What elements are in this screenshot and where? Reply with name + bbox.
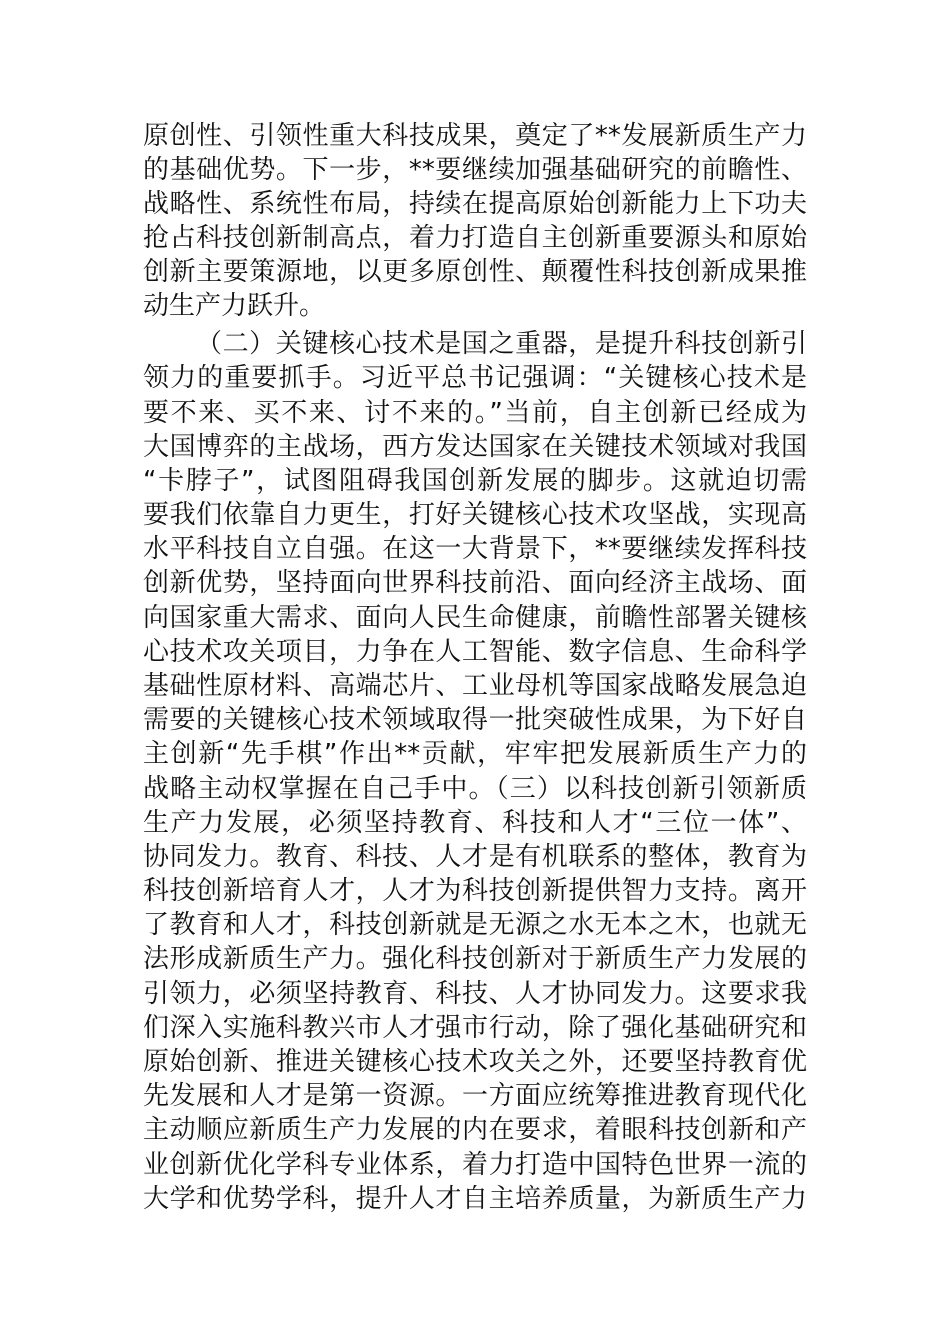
text-line: 基础性原材料、高端芯片、工业母机等国家战略发展急迫 bbox=[143, 671, 807, 701]
text-line: 战略性、系统性布局，持续在提高原始创新能力上下功夫 bbox=[143, 189, 807, 219]
text-line: 先发展和人才是第一资源。一方面应统筹推进教育现代化 bbox=[143, 1081, 807, 1111]
text-line: 法形成新质生产力。强化科技创新对于新质生产力发展的 bbox=[143, 944, 807, 974]
text-line: 生产力发展，必须坚持教育、科技和人才“三位一体”、 bbox=[143, 808, 807, 838]
text-line: 抢占科技创新制高点，着力打造自主创新重要源头和原始 bbox=[143, 223, 807, 253]
text-line: 动生产力跃升。 bbox=[143, 291, 326, 321]
text-line: 领力的重要抓手。习近平总书记强调：“关键核心技术是 bbox=[143, 363, 807, 393]
text-line: 们深入实施科教兴市人才强市行动，除了强化基础研究和 bbox=[143, 1013, 807, 1043]
text-line: （二）关键核心技术是国之重器，是提升科技创新引 bbox=[196, 329, 807, 359]
text-line: 大国博弈的主战场，西方发达国家在关键技术领域对我国 bbox=[143, 432, 807, 462]
text-line: 需要的关键核心技术领域取得一批突破性成果，为下好自 bbox=[143, 705, 807, 735]
text-line: 的基础优势。下一步，**要继续加强基础研究的前瞻性、 bbox=[143, 155, 807, 185]
text-line: 协同发力。教育、科技、人才是有机联系的整体，教育为 bbox=[143, 842, 807, 872]
text-line: 引领力，必须坚持教育、科技、人才协同发力。这要求我 bbox=[143, 979, 807, 1009]
text-line: 心技术攻关项目，力争在人工智能、数字信息、生命科学 bbox=[143, 637, 807, 667]
text-line: 创新优势，坚持面向世界科技前沿、面向经济主战场、面 bbox=[143, 568, 807, 598]
text-line: 主动顺应新质生产力发展的内在要求，着眼科技创新和产 bbox=[143, 1115, 807, 1145]
text-line: 业创新优化学科专业体系，着力打造中国特色世界一流的 bbox=[143, 1150, 807, 1180]
text-line: 原始创新、推进关键核心技术攻关之外，还要坚持教育优 bbox=[143, 1047, 807, 1077]
text-line: 水平科技自立自强。在这一大背景下，**要继续发挥科技 bbox=[143, 534, 807, 564]
text-line: 向国家重大需求、面向人民生命健康，前瞻性部署关键核 bbox=[143, 603, 807, 633]
text-line: 科技创新培育人才，人才为科技创新提供智力支持。离开 bbox=[143, 876, 807, 906]
text-line: 创新主要策源地，以更多原创性、颠覆性科技创新成果推 bbox=[143, 257, 807, 287]
text-line: 了教育和人才，科技创新就是无源之水无本之木，也就无 bbox=[143, 910, 807, 940]
text-line: 战略主动权掌握在自己手中。（三）以科技创新引领新质 bbox=[143, 774, 807, 804]
text-line: 主创新“先手棋”作出**贡献，牢牢把发展新质生产力的 bbox=[143, 739, 807, 769]
text-line: 原创性、引领性重大科技成果，奠定了**发展新质生产力 bbox=[143, 121, 807, 151]
text-line: 大学和优势学科，提升人才自主培养质量，为新质生产力 bbox=[143, 1184, 807, 1214]
text-line: “卡脖子”，试图阻碍我国创新发展的脚步。这就迫切需 bbox=[143, 466, 807, 496]
text-line: 要我们依靠自力更生，打好关键核心技术攻坚战，实现高 bbox=[143, 500, 807, 530]
text-line: 要不来、买不来、讨不来的。”当前，自主创新已经成为 bbox=[143, 398, 807, 428]
